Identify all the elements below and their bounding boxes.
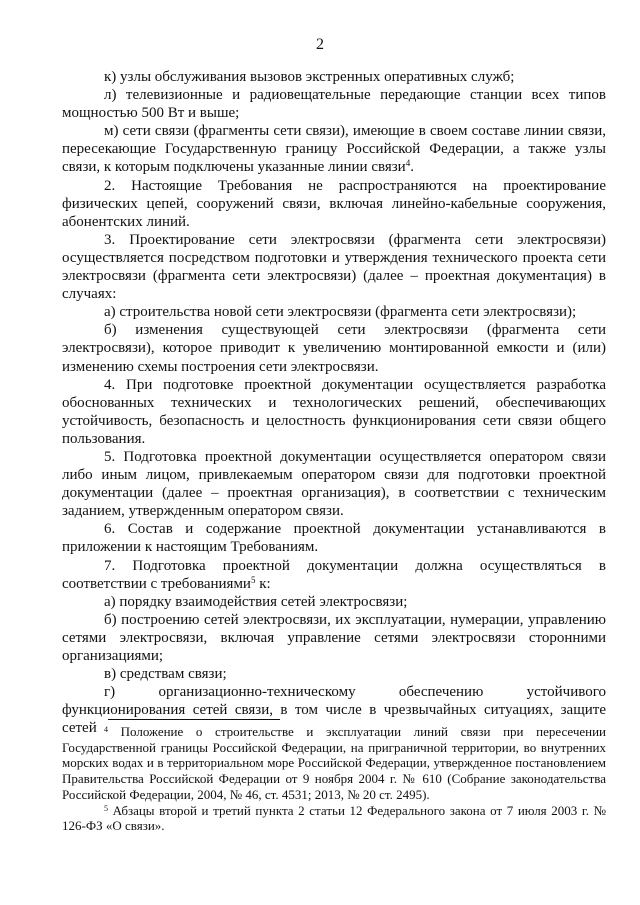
clause-6: 6. Состав и содержание проектной документации устанавливаются в приложении к настоящим Требованиям. bbox=[62, 521, 606, 556]
clause-4: 4. При подготовке проектной документации осуществляется разработка обоснованных технических и технологических решений, обеспечивающих устойчивость, безопасность и целостность функционирования сети связи общего пользования. bbox=[62, 376, 606, 447]
footnote-divider bbox=[108, 719, 280, 720]
footnote-mark: 5 bbox=[104, 803, 108, 813]
footnote-4: $^4$ Положение о строительстве и эксплуатации линий связи при пересечении Государственной границы Российской Федерации, на приграничной территории, во внутренних морских водах и в территориальном море Российской Федерации, утвержденное постановлением Правительства Российской Федерации от 9 ноября 2004 г. № 610 (Собрание законодательства Российской Федерации, 2004, № 46, ст. 4531; 2013, № 20 ст. 2495). bbox=[62, 724, 606, 802]
footnote-ref: 4 bbox=[405, 158, 411, 169]
clause-3: 3. Проектирование сети электросвязи (фрагмента сети электросвязи) осуществляется посредством подготовки и утверждения технического проекта сети электросвязи (фрагмента сети электросвязи) (далее – проектная документация) в случаях: bbox=[62, 231, 606, 303]
footnote-ref: 5 bbox=[250, 574, 256, 585]
footnote-mark: 4 bbox=[104, 725, 108, 734]
item-k: к) узлы обслуживания вызовов экстренных оперативных служб; bbox=[104, 69, 515, 85]
item-l: л) телевизионные и радиовещательные передающие станции всех типов мощностью 500 Вт и выше; bbox=[62, 87, 606, 122]
footnotes bbox=[62, 724, 606, 834]
page-number: 2 bbox=[316, 36, 324, 53]
item-m: м) сети связи (фрагменты сети связи), имеющие в своем составе линии связи, пересекающие Государственную границу Российской Федерации, а также узлы связи, к которым подключены указанные линии связи$^4$. bbox=[62, 123, 606, 176]
clause-3-item-b: б) изменения существующей сети электросвязи (фрагмента сети электросвязи), которое приводит к увеличению монтированной емкости и (или) изменению схемы построения сети электросвязи. bbox=[62, 322, 606, 375]
clause-7-item-v: в) средствам связи; bbox=[104, 666, 227, 683]
clause-7-item-a: а) порядку взаимодействия сетей электросвязи; bbox=[104, 593, 408, 610]
clause-7: 7. Подготовка проектной документации должна осуществляться в соответствии с требованиями$^5$ к: bbox=[62, 557, 606, 592]
clause-3-item-a: а) строительства новой сети электросвязи (фрагмента сети электросвязи); bbox=[104, 304, 577, 321]
clause-2: 2. Настоящие Требования не распространяются на проектирование физических цепей, сооружений связи, включая линейно-кабельные сооружения, абонентских линий. bbox=[62, 177, 606, 230]
clause-7-item-b: б) построению сетей электросвязи, их эксплуатации, нумерации, управлению сетями электросвязи, включая управление сетями электросвязи сторонними организациями; bbox=[62, 611, 606, 664]
footnote-5: $^5$ Абзацы второй и третий пункта 2 статьи 12 Федерального закона от 7 июля 2003 г. № 126-ФЗ «О связи». bbox=[62, 802, 606, 834]
clause-7-item-g: г) организационно-техническому обеспечению устойчивого функционирования сетей связи, в том числе в чрезвычайных ситуациях, защите сетей bbox=[62, 684, 606, 737]
document-body bbox=[62, 68, 606, 737]
clause-5: 5. Подготовка проектной документации осуществляется оператором связи либо иным лицом, привлекаемым оператором связи для подготовки проектной документации (далее – проектная организация), в соответствии с техническим заданием, утвержденным оператором связи. bbox=[62, 448, 606, 520]
